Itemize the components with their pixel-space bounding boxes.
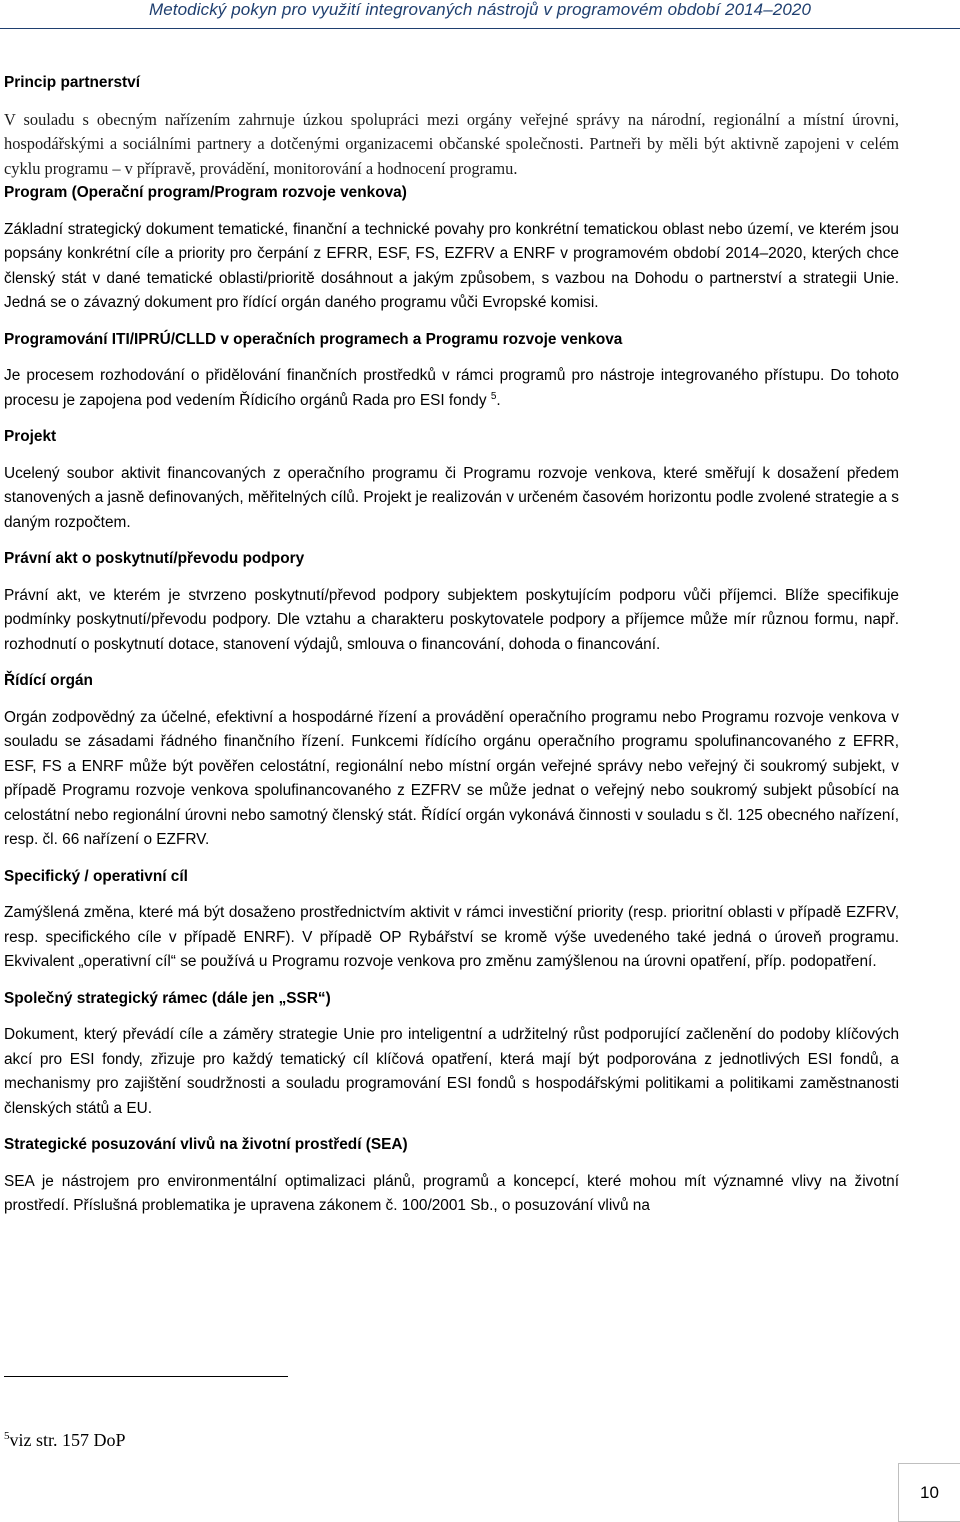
section-text-pravni-akt: Právní akt, ve kterém je stvrzeno poskytnutí/převod podpory subjektem poskytujícím podporu vůči příjemci. Blíže specifikuje podmínky poskytnutí/převodu podpory. Dle vztahu a charakteru poskytovatele podpory a příjemce může mír různou formu, např. rozhodnutí o poskytnutí dotace, stanovení výdajů, smlouva o financování, dohoda o financování. [4, 586, 899, 653]
section-text-partnerstvi: V souladu s obecným nařízením zahrnuje úzkou spolupráci mezi orgány veřejné správy na národní, regionální a místní úrovni, hospodářskými a sociálními partnery a dotčenými organizacemi občanské společnosti. Partneři by měli být aktivně zapojeni v celém cyklu programu – v přípravě, provádění, monitorování a hodnocení programu. [4, 109, 899, 178]
footnote-separator [4, 1376, 288, 1377]
section-title-program: Program (Operační program/Program rozvoje venkova) [4, 184, 407, 201]
footnote-number: 5 [4, 1430, 10, 1442]
section-title-pravni-akt: Právní akt o poskytnutí/převodu podpory [4, 550, 305, 567]
footnote-reference: 5 [490, 390, 497, 402]
section-title-partnerstvi: Princip partnerství [4, 74, 140, 91]
section-text-sea: SEA je nástrojem pro environmentální optimalizaci plánů, programů a koncepcí, které mohou mít významné vlivy na životní prostředí. Příslušná problematika je upravena zákonem č. 100/2001 Sb., o posuzování vlivů na [4, 1172, 899, 1214]
section-title-ssr: Společný strategický rámec (dále jen „SSR“) [4, 989, 331, 1007]
section-text-ridici-organ: Orgán zodpovědný za účelné, efektivní a hospodárné řízení a provádění operačního programu nebo Programu rozvoje venkova v souladu se zásadami řádného finančního řízení. Funkcemi řídícího orgánu operačního programu spolufinancovaného z EFRR, ESF, FS a ENRF může být pověřen celostátní, regionální nebo místní orgán veřejné správy nebo veřejný či soukromý subjekt, v případě Programu rozvoje venkova spolufinancovaného z EZFRV se může jednat o veřejný nebo soukromý subjekt působící na celostátní nebo regionální úrovni nebo samotný členský stát. Řídící orgán vykonává činnosti v souladu s čl. 125 obecného nařízení, resp. čl. 66 nařízení o EZFRV. [4, 708, 899, 848]
programovani-text-end: . [496, 391, 501, 409]
section-text-ssr: Dokument, který převádí cíle a záměry strategie Unie pro inteligentní a udržitelný růst podporující začlenění do podoby klíčových akcí pro ESI fondy, zřizuje pro každý tematický cíl klíčová opatření, která mají být podporována z jednotlivých ESI fondů, a mechanismy pro zajištění soudržnosti a souladu programování ESI fondů s hospodářskými politikami a politikami zaměstnanosti členských států a EU. [4, 1026, 899, 1117]
section-title-specificky-cil: Specifický / operativní cíl [4, 867, 188, 885]
programovani-text: Je procesem rozhodování o přidělování finančních prostředků v rámci programů pro nástroje integrovaného přístupu. Do tohoto procesu je zapojena pod vedením Řídicího orgánů Rada pro ESI fondy [4, 367, 899, 409]
page-number-box [898, 1463, 960, 1522]
section-text-specificky-cil: Zamýšlená změna, které má být dosaženo prostřednictvím aktivit v rámci investiční priority (resp. prioritní oblasti v případě EZFRV, resp. specifického cíle v případě ENRF). V případě OP Rybářství se kromě výše uvedeného také jedná o úroveň programu. Ekvivalent „operativní cíl“ se používá u Programu rozvoje venkova pro změnu zamýšlenou na úrovni opatření, příp. podopatření. [4, 904, 899, 970]
section-text-program: Základní strategický dokument tematické, finanční a technické povahy pro konkrétní tematickou oblast nebo území, ve kterém jsou popsány konkrétní cíle a priority pro čerpání z EFRR, ESF, FS, EZFRV a ENRF v programovém období 2014–2020, kterých chce členský stát v dané tematické oblasti/prioritě dosáhnout a jakým způsobem, s vazbou na Dohodu o partnerství a strategii Unie. Jedná se o závazný dokument pro řídící orgán daného programu vůči Evropské komisi. [4, 220, 899, 311]
section-text-projekt: Ucelený soubor aktivit financovaných z operačního programu či Programu rozvoje venkova, které směřují k dosažení předem stanovených a jasně definovaných, měřitelných cílů. Projekt je realizován v určeném časovém horizontu podle zvolené strategie a s daným rozpočtem. [4, 464, 899, 531]
footnote-text: viz str. 157 DoP [9, 1430, 126, 1450]
footnote [4, 1429, 404, 1451]
header-rule [0, 28, 960, 29]
section-title-ridici-organ: Řídící orgán [4, 672, 93, 689]
section-text-programovani [4, 364, 899, 413]
page-header: Metodický pokyn pro využití integrovaných nástrojů v programovém období 2014–2020 [148, 0, 812, 19]
document-body [4, 71, 899, 1219]
section-title-projekt: Projekt [4, 428, 57, 445]
section-title-sea: Strategické posuzování vlivů na životní prostředí (SEA) [4, 1136, 408, 1153]
section-title-programovani: Programování ITI/IPRÚ/CLLD v operačních programech a Programu rozvoje venkova [4, 330, 623, 348]
page-number: 10 [920, 1482, 939, 1502]
